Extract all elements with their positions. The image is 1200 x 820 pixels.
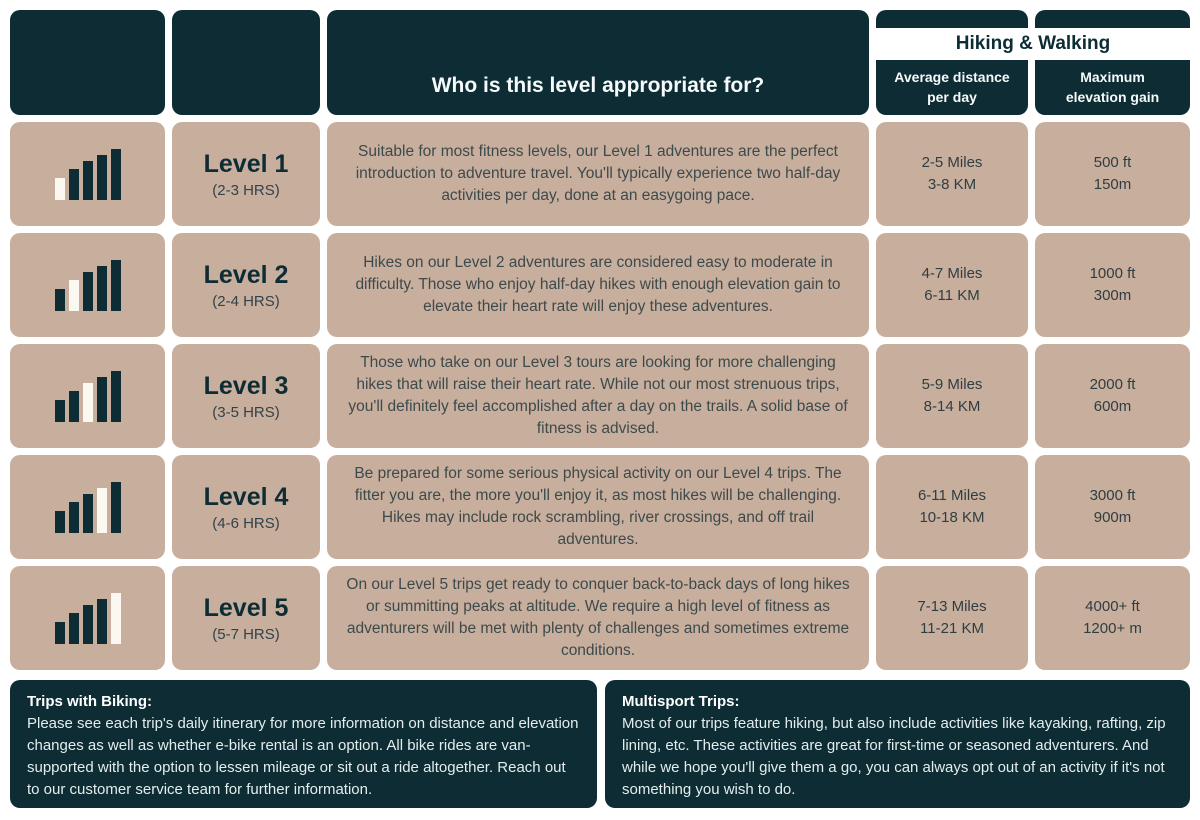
- bar-2: [69, 391, 79, 422]
- distance-cell: [876, 455, 1028, 559]
- elevation-ft: 2000 ft: [1089, 375, 1136, 393]
- distance-cell: [876, 233, 1028, 337]
- multisport-note-title: Multisport Trips:: [622, 693, 740, 710]
- elevation-m: 900m: [1093, 509, 1132, 526]
- level-description: Be prepared for some serious physical activity on our Level 4 trips. The fitter you are, the more you'll enjoy it, as most hikes will be challenging. Hikes may include rock scrambling, river crossings, and off trail adventures.: [354, 465, 842, 548]
- level-cell: [172, 122, 320, 226]
- difficulty-bars-icon: [55, 148, 121, 200]
- level-description: On our Level 5 trips get ready to conquer back-to-back days of long hikes or summitting peaks at altitude. We require a high level of fitness as adventurers will be met with plenty of challenges and sometimes extreme conditions.: [346, 576, 850, 659]
- header-who-cell: [327, 10, 869, 115]
- elevation-m: 600m: [1093, 398, 1132, 415]
- difficulty-bars-icon: [55, 592, 121, 644]
- bar-3: [83, 605, 93, 644]
- bar-5: [111, 593, 121, 644]
- elevation-cell: [1035, 344, 1190, 448]
- level-name: Level 5: [203, 593, 289, 622]
- multisport-note-body: Most of our trips feature hiking, but also include activities like kayaking, rafting, zip lining, etc. These activities are great for first-time or seasoned adventurers. And while we hope you'll give them a go, you can always opt out of an activity if it's not something you wish to do.: [622, 715, 1166, 799]
- difficulty-icon-cell: [10, 566, 165, 670]
- difficulty-icon-cell: [10, 122, 165, 226]
- bar-4: [97, 599, 107, 644]
- level-description: Those who take on our Level 3 tours are looking for more challenging hikes that will raise their heart rate. While not our most strenuous trips, you'll definitely feel accomplished after a day on the trails. A solid base of fitness is advised.: [348, 354, 848, 437]
- distance-header-line1: Average distance: [894, 68, 1010, 85]
- level-hours: (2-4 HRS): [212, 292, 280, 310]
- elevation-header-line2: elevation gain: [1065, 88, 1160, 105]
- header-level-column-cell: [172, 10, 320, 115]
- elevation-cell: [1035, 122, 1190, 226]
- footer-notes: [10, 680, 1190, 808]
- bar-5: [111, 260, 121, 311]
- distance-cell: [876, 566, 1028, 670]
- level-description-cell: [327, 344, 869, 448]
- level-hours: (3-5 HRS): [212, 403, 280, 421]
- biking-note: [10, 680, 597, 808]
- header-elevation-cap: [1035, 10, 1190, 28]
- difficulty-icon-cell: [10, 233, 165, 337]
- elevation-ft: 500 ft: [1093, 153, 1132, 171]
- elevation-cell: [1035, 233, 1190, 337]
- difficulty-bars-icon: [55, 370, 121, 422]
- header-hiking-walking-group: [876, 10, 1190, 115]
- difficulty-icon-cell: [10, 344, 165, 448]
- level-hours: (5-7 HRS): [212, 625, 280, 643]
- hiking-walking-title: Hiking & Walking: [955, 33, 1111, 54]
- level-cell: [172, 566, 320, 670]
- header-distance-cap: [876, 10, 1028, 28]
- header-icon-column-cell: [10, 10, 165, 115]
- distance-km: 8-14 KM: [923, 398, 981, 415]
- distance-miles: 4-7 Miles: [921, 264, 983, 282]
- distance-miles: 2-5 Miles: [921, 153, 983, 171]
- bar-4: [97, 377, 107, 422]
- level-name: Level 2: [203, 260, 289, 289]
- level-cell: [172, 455, 320, 559]
- distance-km: 3-8 KM: [927, 176, 977, 193]
- bar-4: [97, 488, 107, 533]
- bar-3: [83, 383, 93, 422]
- level-description: Hikes on our Level 2 adventures are considered easy to moderate in difficulty. Those who enjoy half-day hikes with enough elevation gain to elevate their heart rate will enjoy these adventures.: [355, 254, 841, 315]
- level-description-cell: [327, 233, 869, 337]
- header-distance-cell: [876, 60, 1028, 115]
- level-description-cell: [327, 122, 869, 226]
- elevation-ft: 4000+ ft: [1085, 597, 1140, 615]
- bar-4: [97, 155, 107, 200]
- difficulty-bars-icon: [55, 481, 121, 533]
- level-cell: [172, 233, 320, 337]
- bar-1: [55, 511, 65, 533]
- level-description-cell: [327, 455, 869, 559]
- distance-miles: 5-9 Miles: [921, 375, 983, 393]
- biking-note-title: Trips with Biking:: [27, 693, 153, 710]
- bar-1: [55, 178, 65, 200]
- bar-2: [69, 613, 79, 644]
- header-elevation-cell: [1035, 60, 1190, 115]
- bar-2: [69, 280, 79, 311]
- distance-header-line2: per day: [927, 88, 977, 105]
- elevation-header-line1: Maximum: [1080, 68, 1145, 85]
- bar-2: [69, 169, 79, 200]
- elevation-m: 1200+ m: [1083, 620, 1142, 637]
- distance-cell: [876, 344, 1028, 448]
- level-name: Level 4: [203, 482, 289, 511]
- level-hours: (2-3 HRS): [212, 181, 280, 199]
- difficulty-icon-cell: [10, 455, 165, 559]
- bar-1: [55, 289, 65, 311]
- bar-2: [69, 502, 79, 533]
- bar-1: [55, 622, 65, 644]
- who-title: Who is this level appropriate for?: [431, 74, 765, 97]
- elevation-cell: [1035, 566, 1190, 670]
- multisport-note: [605, 680, 1190, 808]
- distance-km: 11-21 KM: [920, 620, 984, 637]
- bar-3: [83, 272, 93, 311]
- bar-3: [83, 494, 93, 533]
- distance-miles: 7-13 Miles: [917, 597, 987, 615]
- bar-4: [97, 266, 107, 311]
- bar-5: [111, 371, 121, 422]
- distance-miles: 6-11 Miles: [917, 486, 987, 504]
- level-cell: [172, 344, 320, 448]
- distance-cell: [876, 122, 1028, 226]
- elevation-cell: [1035, 455, 1190, 559]
- bar-5: [111, 149, 121, 200]
- hiking-walking-band: [876, 28, 1190, 60]
- bar-1: [55, 400, 65, 422]
- elevation-m: 300m: [1093, 287, 1132, 304]
- elevation-ft: 3000 ft: [1089, 486, 1136, 504]
- level-name: Level 3: [203, 371, 289, 400]
- elevation-m: 150m: [1093, 176, 1132, 193]
- level-description: Suitable for most fitness levels, our Level 1 adventures are the perfect introduction to adventure travel. You'll typically experience two half-day activities per day, done at an easygoing pace.: [355, 143, 841, 204]
- distance-km: 10-18 KM: [919, 509, 985, 526]
- biking-note-body: Please see each trip's daily itinerary for more information on distance and elevation changes as well as whether e-bike rental is an option. All bike rides are van-supported with the option to lessen mileage or sit out a ride altogether. Reach out to our customer service team for further information.: [27, 715, 579, 799]
- bar-5: [111, 482, 121, 533]
- level-description-cell: [327, 566, 869, 670]
- levels-table: [10, 10, 1190, 670]
- difficulty-bars-icon: [55, 259, 121, 311]
- level-name: Level 1: [203, 149, 289, 178]
- elevation-ft: 1000 ft: [1089, 264, 1136, 282]
- level-hours: (4-6 HRS): [212, 514, 280, 532]
- bar-3: [83, 161, 93, 200]
- distance-km: 6-11 KM: [924, 287, 980, 304]
